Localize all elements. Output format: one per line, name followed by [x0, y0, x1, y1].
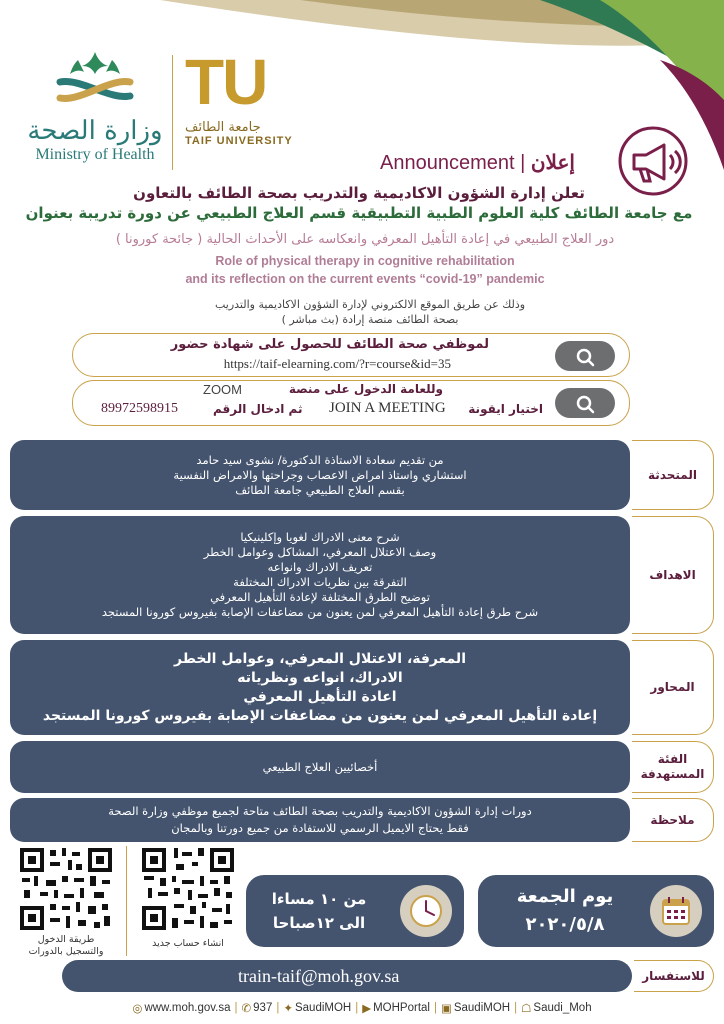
logo-divider	[172, 55, 173, 170]
inquiry-label: للاستفسار	[634, 960, 714, 992]
footer-separator: |	[276, 1002, 280, 1014]
staff-course-url[interactable]: https://taif-elearning.com/?r=course&id=35	[223, 356, 451, 371]
calendar-circle	[650, 885, 702, 937]
tu-mark: TU	[185, 46, 267, 118]
registration-qr-label-line-1: طريقة الدخول	[37, 934, 95, 945]
objective-line: تعريف الادراك وانواعه	[267, 560, 373, 574]
topics-label: المحاور	[632, 640, 714, 735]
qr-divider	[126, 846, 127, 956]
speaker-line: استشاري واستاذ امراض الاعصاب وجراحتها والامراض النفسية	[173, 467, 467, 482]
objectives-panel	[10, 516, 630, 634]
course-title-en	[40, 252, 690, 288]
footer-separator: |	[355, 1002, 359, 1014]
search-icon	[575, 347, 595, 367]
topics-row	[10, 640, 714, 735]
footer-snapchat[interactable]: Saudi_Moh	[533, 1002, 592, 1014]
footer-facebook[interactable]: SaudiMOH	[453, 1002, 511, 1014]
date-text	[490, 883, 640, 939]
footer-youtube[interactable]: MOHPortal	[373, 1002, 430, 1014]
audience-label-line-2: المستهدفة	[640, 767, 705, 781]
announcement-en: Announcement	[380, 152, 515, 174]
audience-panel	[10, 741, 630, 793]
new-account-qr-code[interactable]	[140, 846, 236, 932]
objectives-label: الاهداف	[632, 516, 714, 634]
objective-line: التفرقة بين نظريات الادراك المختلفة	[233, 575, 407, 589]
audience-row	[10, 741, 714, 793]
note-label: ملاحظة	[632, 798, 714, 842]
speaker-label: المتحدثة	[632, 440, 714, 510]
registration-qr-label	[18, 934, 114, 958]
course-title-ar: دور العلاج الطبيعي في إعادة التأهيل المعرفي وانعكاسه على الأحداث الحالية ( جائحة كورونا )	[115, 232, 615, 247]
footer-separator: |	[514, 1002, 518, 1014]
intro	[24, 183, 694, 223]
meeting-id: 89972598915	[101, 401, 178, 416]
globe-icon: ◎	[132, 1003, 143, 1015]
public-access-text: وللعامة الدخول على منصة	[288, 382, 443, 396]
snapchat-icon: ☖	[521, 1003, 532, 1015]
tu-name-en: TAIF UNIVERSITY	[185, 135, 293, 147]
audience-label	[632, 741, 714, 793]
choose-icon-text: اختيار ايقونة	[468, 402, 543, 416]
search-pill	[555, 341, 615, 371]
inquiry-row	[62, 960, 714, 992]
date-box	[478, 875, 714, 947]
objective-line: وصف الاعتلال المعرفي، المشاكل وعوامل الخطر	[203, 545, 437, 559]
footer-separator: |	[234, 1002, 238, 1014]
clock-circle	[400, 885, 452, 937]
twitter-icon: ✦	[283, 1003, 293, 1015]
youtube-icon: ▶	[362, 1003, 372, 1015]
tu-logo	[185, 46, 295, 147]
platform-note-line-2: بصحة الطائف منصة إرادة (بث مباشر )	[281, 313, 459, 326]
speaker-panel	[10, 440, 630, 510]
moh-logo	[20, 48, 170, 164]
staff-link-box	[72, 333, 630, 377]
announcement-ar: إعلان	[530, 152, 575, 174]
event-date: ٢٠٢٠/٥/٨	[525, 914, 605, 935]
objective-line: شرح معنى الادراك لغويا وإكلينيكيا	[240, 530, 400, 544]
enter-number-text: ثم ادخال الرقم	[213, 402, 303, 416]
moh-name-ar: وزارة الصحة	[27, 116, 163, 146]
announcement-separator: |	[514, 152, 531, 174]
search-icon	[575, 394, 595, 414]
topic-line: الادراك، انواعه ونظرياته	[237, 669, 403, 686]
note-line: فقط يحتاج الايميل الرسمي للاستفادة من جميع دورتنا وبالمجان	[171, 821, 469, 835]
objectives-row	[10, 516, 714, 634]
time-to: الى ١٢صباحا	[272, 914, 366, 932]
time-from: من ١٠ مساءا	[271, 890, 367, 908]
topic-line: المعرفة، الاعتلال المعرفي، وعوامل الخطر	[173, 650, 466, 667]
speaker-line: من تقديم سعادة الاستاذة الدكتورة/ نشوى سيد حامد	[196, 452, 444, 467]
tu-name-ar: جامعة الطائف	[185, 120, 261, 135]
topic-line: اعادة التأهيل المعرفي	[243, 688, 397, 705]
audience-label-line-1: الفئة	[657, 752, 688, 766]
zoom-label: ZOOM	[203, 382, 242, 397]
course-title-en-line-2: and its reflection on the current events “covid-19” pandemic	[185, 272, 545, 286]
topics-panel	[10, 640, 630, 735]
search-pill	[555, 388, 615, 418]
facebook-icon: ▣	[440, 1003, 452, 1015]
moh-emblem-icon	[50, 48, 140, 110]
announcement-title	[380, 150, 575, 175]
footer-twitter[interactable]: SaudiMOH	[294, 1002, 352, 1014]
footer	[100, 998, 624, 1018]
objective-line: شرح طرق إعادة التأهيل المعرفي لمن يعنون من مضاعفات الإصابة بفيروس كورونا المستجد	[101, 605, 539, 619]
audience-line: أخصائيين العلاج الطبيعي	[262, 759, 378, 774]
clock-icon	[400, 885, 452, 937]
speaker-row	[10, 440, 714, 510]
footer-phone[interactable]: 937	[253, 1002, 273, 1014]
registration-qr-code[interactable]	[18, 846, 114, 932]
note-line: دورات إدارة الشؤون الاكاديمية والتدريب بصحة الطائف متاحة لجميع موظفي وزارة الصحة	[108, 804, 532, 818]
public-link-box	[72, 380, 630, 426]
phone-icon: ✆	[241, 1003, 252, 1015]
join-meeting-text: JOIN A MEETING	[329, 400, 446, 416]
staff-link-title: لموظفي صحة الطائف للحصول على شهادة حضور	[170, 337, 489, 352]
course-title-en-line-1: Role of physical therapy in cognitive rehabilitation	[215, 254, 515, 268]
footer-separator: |	[433, 1002, 437, 1014]
platform-note-line-1: وذلك عن طريق الموقع الالكتروني لإدارة الشؤون الاكاديمية والتدريب	[214, 298, 526, 311]
objective-line: توضيح الطرق المختلفة لإعادة التأهيل المعرفي	[210, 590, 430, 604]
time-box	[246, 875, 464, 947]
topic-line: إعادة التأهيل المعرفي لمن يعنون من مضاعفات الإصابة بفيروس كورونا المستجد	[42, 707, 598, 724]
calendar-icon	[650, 885, 702, 937]
registration-qr-label-line-2: والتسجيل بالدورات	[28, 946, 104, 957]
platform-note	[120, 297, 620, 327]
footer-website[interactable]: www.moh.gov.sa	[144, 1002, 231, 1014]
new-account-qr-label: انشاء حساب جديد	[152, 938, 224, 949]
event-day: يوم الجمعة	[516, 886, 614, 907]
time-text	[254, 887, 384, 935]
note-panel	[10, 798, 630, 842]
speaker-line: بقسم العلاج الطبيعي جامعة الطائف	[235, 482, 405, 497]
moh-name-en: Ministry of Health	[35, 146, 155, 163]
intro-line-2: مع جامعة الطائف كلية العلوم الطبية التطبيقية قسم العلاج الطبيعي عن دورة تدريبة بعنوان	[25, 204, 693, 222]
intro-line-1: تعلن إدارة الشؤون الاكاديمية والتدريب بصحة الطائف بالتعاون	[133, 184, 585, 202]
note-row	[10, 798, 714, 842]
inquiry-email[interactable]: train-taif@moh.gov.sa	[62, 960, 632, 992]
